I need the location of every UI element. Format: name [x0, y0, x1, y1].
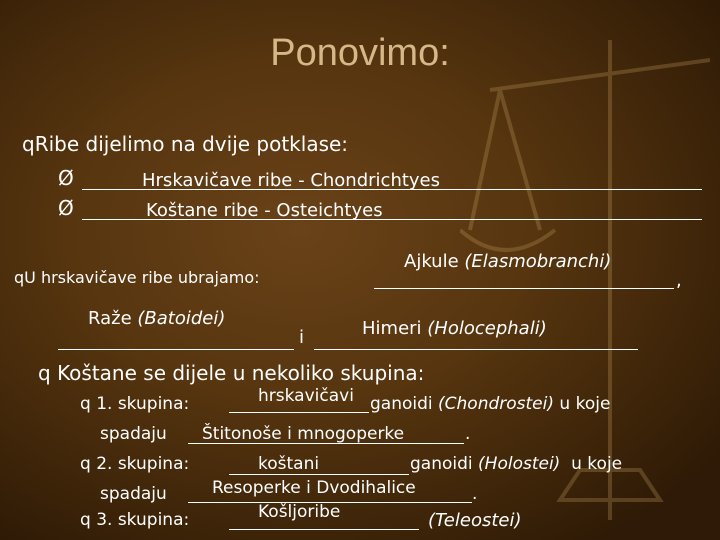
- conjunction: i: [299, 327, 305, 348]
- arrow-bullet-icon: Ø: [58, 166, 74, 190]
- group3-latin: (Teleostei): [428, 510, 522, 531]
- group2-row: q 2. skupina:: [80, 454, 190, 474]
- group1-suffix: ganoidi (Chondrostei) u koje: [370, 394, 611, 414]
- answer-line: [229, 412, 369, 413]
- main-point: qRibe dijelimo na dvije potklase:: [22, 132, 349, 156]
- square-bullet-icon: q: [80, 454, 91, 474]
- group2-answer: koštani: [258, 454, 320, 474]
- answer-line: [374, 288, 674, 289]
- answer-line: [229, 474, 409, 475]
- group1-answer: hrskavičavi: [258, 386, 354, 406]
- answer-line: [58, 349, 294, 350]
- group2-suffix: ganoidi (Holostei) u koje: [410, 454, 623, 474]
- group1-members: Štitonoše i mnogoperke: [202, 424, 405, 444]
- square-bullet-icon: q: [14, 268, 25, 287]
- answer-line: [314, 349, 638, 350]
- subclass-bony: Koštane ribe - Osteichtyes: [146, 200, 383, 221]
- comma: ,: [676, 270, 682, 291]
- answer-sharks: Ajkule (Elasmobranchi): [404, 251, 612, 272]
- period: .: [465, 424, 471, 444]
- group1-spadaju: spadaju: [100, 424, 167, 444]
- answer-line: [188, 443, 464, 444]
- group2-spadaju: spadaju: [100, 484, 167, 504]
- group3-row: q 3. skupina:: [80, 510, 190, 530]
- subclass-cartilaginous: Hrskavičave ribe - Chondrichtyes: [142, 170, 441, 191]
- arrow-bullet-icon: Ø: [58, 196, 74, 220]
- answer-line: [229, 529, 419, 530]
- group3-answer: Košljoribe: [258, 502, 341, 522]
- square-bullet-icon: q: [22, 132, 35, 156]
- square-bullet-icon: q: [80, 394, 91, 414]
- square-bullet-icon: q: [80, 510, 91, 530]
- group2-members: Resoperke i Dvodihalice: [212, 478, 416, 498]
- cartilaginous-text: qU hrskavičave ribe ubrajamo:: [14, 268, 260, 287]
- slide-title: Ponovimo:: [270, 32, 450, 74]
- group1-row: q 1. skupina:: [80, 394, 190, 414]
- bony-heading: q Koštane se dijele u nekoliko skupina:: [38, 361, 425, 385]
- square-bullet-icon: q: [38, 361, 51, 385]
- period: .: [472, 484, 478, 504]
- answer-rays: Raže (Batoidei): [88, 308, 226, 329]
- answer-chimaeras: Himeri (Holocephali): [362, 318, 547, 339]
